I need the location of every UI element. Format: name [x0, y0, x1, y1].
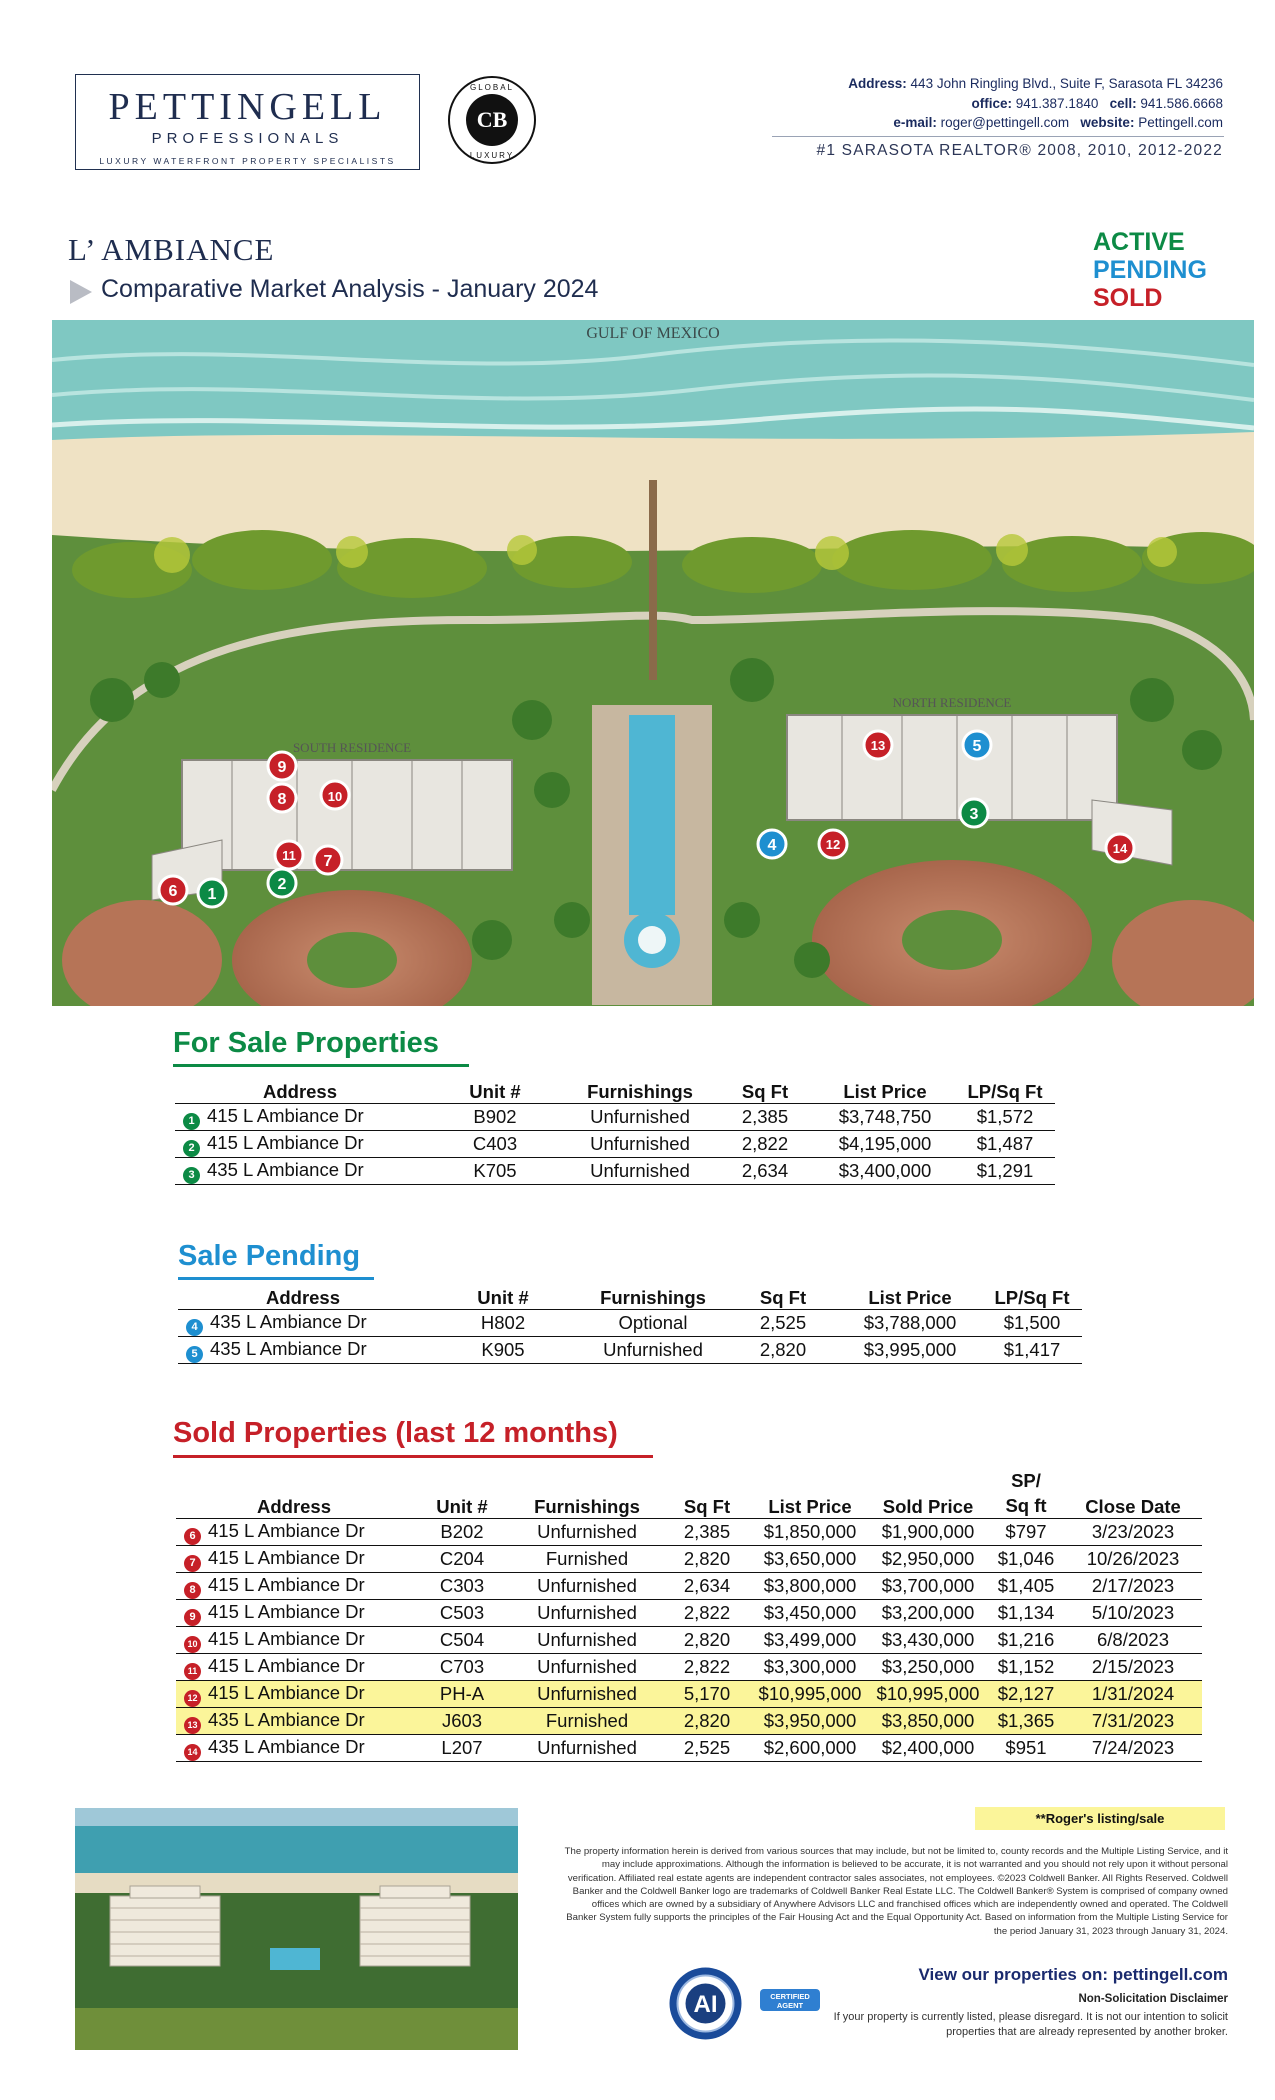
svg-text:SOUTH RESIDENCE: SOUTH RESIDENCE	[292, 740, 412, 755]
table-row: 14 435 L Ambiance Dr L207 Unfurnished 2,525 $2,600,000 $2,400,000 $951 7/24/2023	[176, 1735, 1202, 1762]
svg-text:CERTIFIED: CERTIFIED	[770, 1992, 810, 2001]
svg-text:13: 13	[870, 738, 886, 753]
legend-pending: PENDING	[1093, 256, 1207, 284]
marker-badge: 4	[186, 1319, 203, 1336]
marker-badge: 11	[184, 1663, 201, 1680]
non-solicitation-text: If your property is currently listed, please disregard. It is not our intention to solicit properties that are already represented by another broker.	[833, 2011, 1228, 2038]
cell-phone[interactable]: 941.586.6668	[1140, 95, 1223, 111]
svg-text:11: 11	[282, 848, 296, 863]
svg-text:AGENT: AGENT	[776, 2001, 804, 2010]
svg-text:9: 9	[277, 759, 287, 776]
building-photo	[75, 1808, 518, 2050]
col-unit: Unit #	[428, 1282, 578, 1310]
legal-disclaimer: The property information herein is derived from various sources that may include, but not be limited to, county records and the Multiple Listing Service, and it may include approximations. Although the information is believed to be accurate, it is not warranted and you should not rely upon it without personal verification. Affiliated real estate agents are independent contractor sales associates, not employees. ©2023 Coldwell Banker. All Rights Reserved. Coldwell Banker and the Coldwell Banker logo are trademarks of Coldwell Banker Real Estate LLC. The Coldwell Banker® System is comprised of company owned offices which are owned by a subsidiary of Anywhere Advisors LLC and franchised offices which are independently owned and operated. The Coldwell Banker System fully supports the principles of the Fair Housing Act and the Equal Opportunity Act. Based on information from the Multiple Listing Service for the period January 31, 2023 through January 31, 2024.	[564, 1846, 1228, 1937]
svg-text:1: 1	[207, 886, 217, 903]
marker-badge: 6	[184, 1528, 201, 1545]
marker-badge: 14	[184, 1744, 201, 1761]
website-link[interactable]: Pettingell.com	[1138, 115, 1223, 130]
logo-main-text: PETTINGELL	[108, 86, 387, 128]
svg-text:3: 3	[969, 806, 979, 823]
page-title: L’ AMBIANCE	[68, 232, 275, 267]
page-subtitle: Comparative Market Analysis - January 2024	[101, 275, 599, 303]
logo-sub-text: PROFESSIONALS	[151, 130, 344, 147]
svg-text:LUXURY: LUXURY	[469, 151, 515, 160]
logo-tagline: LUXURY WATERFRONT PROPERTY SPECIALISTS	[99, 156, 396, 166]
col-furnishings: Furnishings	[565, 1076, 715, 1104]
marker-8	[268, 784, 296, 812]
legend-sold: SOLD	[1093, 284, 1163, 312]
col-address: Address	[176, 1466, 412, 1519]
marker-badge: 1	[183, 1113, 200, 1130]
col-address: Address	[175, 1076, 425, 1104]
table-row: 8 415 L Ambiance Dr C303 Unfurnished 2,634 $3,800,000 $3,700,000 $1,405 2/17/2023	[176, 1573, 1202, 1600]
legend-active: ACTIVE	[1093, 228, 1185, 256]
sold-table	[176, 1466, 1202, 1762]
non-solicitation-title: Non-Solicitation Disclaimer	[1078, 1993, 1228, 2005]
table-row: 9 415 L Ambiance Dr C503 Unfurnished 2,822 $3,450,000 $3,200,000 $1,134 5/10/2023	[176, 1600, 1202, 1627]
marker-2	[268, 869, 296, 897]
col-sqft: Sq Ft	[662, 1466, 752, 1519]
col-sold-price: Sold Price	[868, 1466, 988, 1519]
col-close-date: Close Date	[1064, 1466, 1202, 1519]
sold-title: Sold Properties (last 12 months)	[173, 1417, 618, 1449]
pending-underline	[178, 1277, 374, 1280]
col-list-price: List Price	[815, 1076, 955, 1104]
col-sp-sqft: SP/ Sq ft	[988, 1466, 1064, 1519]
table-row-highlighted: 12 415 L Ambiance Dr PH-A Unfurnished 5,170 $10,995,000 $10,995,000 $2,127 1/31/2024	[176, 1681, 1202, 1708]
play-arrow-icon	[68, 279, 94, 305]
sold-underline	[173, 1455, 653, 1458]
marker-badge: 3	[183, 1167, 200, 1184]
marker-13	[864, 731, 892, 759]
marker-3	[960, 799, 988, 827]
table-row: 10 415 L Ambiance Dr C504 Unfurnished 2,820 $3,499,000 $3,430,000 $1,216 6/8/2023	[176, 1627, 1202, 1654]
table-row: 5 435 L Ambiance Dr K905 Unfurnished 2,820 $3,995,000 $1,417	[178, 1337, 1082, 1364]
marker-5	[963, 731, 991, 759]
table-row: 6 415 L Ambiance Dr B202 Unfurnished 2,385 $1,850,000 $1,900,000 $797 3/23/2023	[176, 1519, 1202, 1546]
table-row: 2 415 L Ambiance Dr C403 Unfurnished 2,822 $4,195,000 $1,487	[175, 1131, 1055, 1158]
marker-badge: 10	[184, 1636, 201, 1653]
table-row: 7 415 L Ambiance Dr C204 Furnished 2,820 $3,650,000 $2,950,000 $1,046 10/26/2023	[176, 1546, 1202, 1573]
col-address: Address	[178, 1282, 428, 1310]
col-unit: Unit #	[412, 1466, 512, 1519]
svg-text:NORTH RESIDENCE: NORTH RESIDENCE	[892, 695, 1012, 710]
pending-table	[178, 1282, 1082, 1364]
marker-12	[819, 830, 847, 858]
marker-badge: 5	[186, 1346, 203, 1363]
table-row: 1 415 L Ambiance Dr B902 Unfurnished 2,385 $3,748,750 $1,572	[175, 1104, 1055, 1131]
col-sqft: Sq Ft	[728, 1282, 838, 1310]
svg-text:14: 14	[1112, 841, 1128, 856]
marker-badge: 7	[184, 1555, 201, 1572]
svg-text:CB: CB	[476, 107, 508, 132]
svg-text:8: 8	[277, 791, 287, 808]
col-list-price: List Price	[752, 1466, 868, 1519]
table-row: 4 435 L Ambiance Dr H802 Optional 2,525 $3,788,000 $1,500	[178, 1310, 1082, 1337]
marker-badge: 12	[184, 1690, 201, 1707]
marker-11	[275, 841, 303, 869]
svg-text:4: 4	[767, 837, 777, 854]
col-furnishings: Furnishings	[578, 1282, 728, 1310]
pending-title: Sale Pending	[178, 1240, 361, 1272]
col-furnishings: Furnishings	[512, 1466, 662, 1519]
col-sqft: Sq Ft	[715, 1076, 815, 1104]
view-properties-link[interactable]: View our properties on: pettingell.com	[918, 1965, 1228, 1984]
for-sale-title: For Sale Properties	[173, 1027, 439, 1059]
col-lp-sqft: LP/Sq Ft	[955, 1076, 1055, 1104]
contact-info: Address: 443 John Ringling Blvd., Suite F, Sarasota FL 34236 office: 941.387.1840 cell: 941.586.6668 e-mail: roger@pettingell.com website: Pettingell.com	[848, 76, 1223, 130]
global-luxury-badge-icon	[447, 75, 537, 165]
marker-1	[198, 879, 226, 907]
site-plan-map	[52, 320, 1254, 1006]
col-unit: Unit #	[425, 1076, 565, 1104]
svg-text:AI: AI	[693, 1991, 718, 2018]
for-sale-table	[175, 1076, 1055, 1185]
svg-text:5: 5	[972, 738, 982, 755]
col-list-price: List Price	[838, 1282, 982, 1310]
svg-text:12: 12	[825, 837, 841, 852]
svg-text:GULF OF MEXICO: GULF OF MEXICO	[586, 325, 720, 342]
svg-text:10: 10	[327, 789, 343, 804]
for-sale-underline	[173, 1064, 469, 1067]
certified-agent-ribbon	[760, 1989, 820, 2011]
table-row: 11 415 L Ambiance Dr C703 Unfurnished 2,822 $3,300,000 $3,250,000 $1,152 2/15/2023	[176, 1654, 1202, 1681]
marker-4	[758, 830, 786, 858]
office-phone[interactable]: 941.387.1840	[1015, 95, 1099, 111]
marker-7	[314, 846, 342, 874]
contact-divider	[772, 136, 1224, 137]
svg-text:GLOBAL: GLOBAL	[469, 83, 515, 92]
table-row: 3 435 L Ambiance Dr K705 Unfurnished 2,634 $3,400,000 $1,291	[175, 1158, 1055, 1185]
col-lp-sqft: LP/Sq Ft	[982, 1282, 1082, 1310]
svg-text:6: 6	[168, 883, 178, 900]
svg-text:2: 2	[277, 876, 287, 893]
marker-14	[1106, 834, 1134, 862]
listing-note: **Roger's listing/sale	[975, 1807, 1225, 1830]
award-text: #1 SARASOTA REALTOR® 2008, 2010, 2012-2022	[816, 142, 1223, 159]
marker-10	[321, 781, 349, 809]
marker-badge: 2	[183, 1140, 200, 1157]
ai-certified-badge-icon	[668, 1966, 743, 2041]
table-row-highlighted: 13 435 L Ambiance Dr J603 Furnished 2,820 $3,950,000 $3,850,000 $1,365 7/31/2023	[176, 1708, 1202, 1735]
svg-text:7: 7	[323, 853, 333, 870]
marker-9	[268, 752, 296, 780]
marker-badge: 13	[184, 1717, 201, 1734]
email-link[interactable]: roger@pettingell.com	[940, 115, 1070, 130]
marker-badge: 9	[184, 1609, 201, 1626]
marker-badge: 8	[184, 1582, 201, 1599]
address-text: 443 John Ringling Blvd., Suite F, Sarasota FL 34236	[910, 76, 1223, 91]
marker-6	[159, 876, 187, 904]
